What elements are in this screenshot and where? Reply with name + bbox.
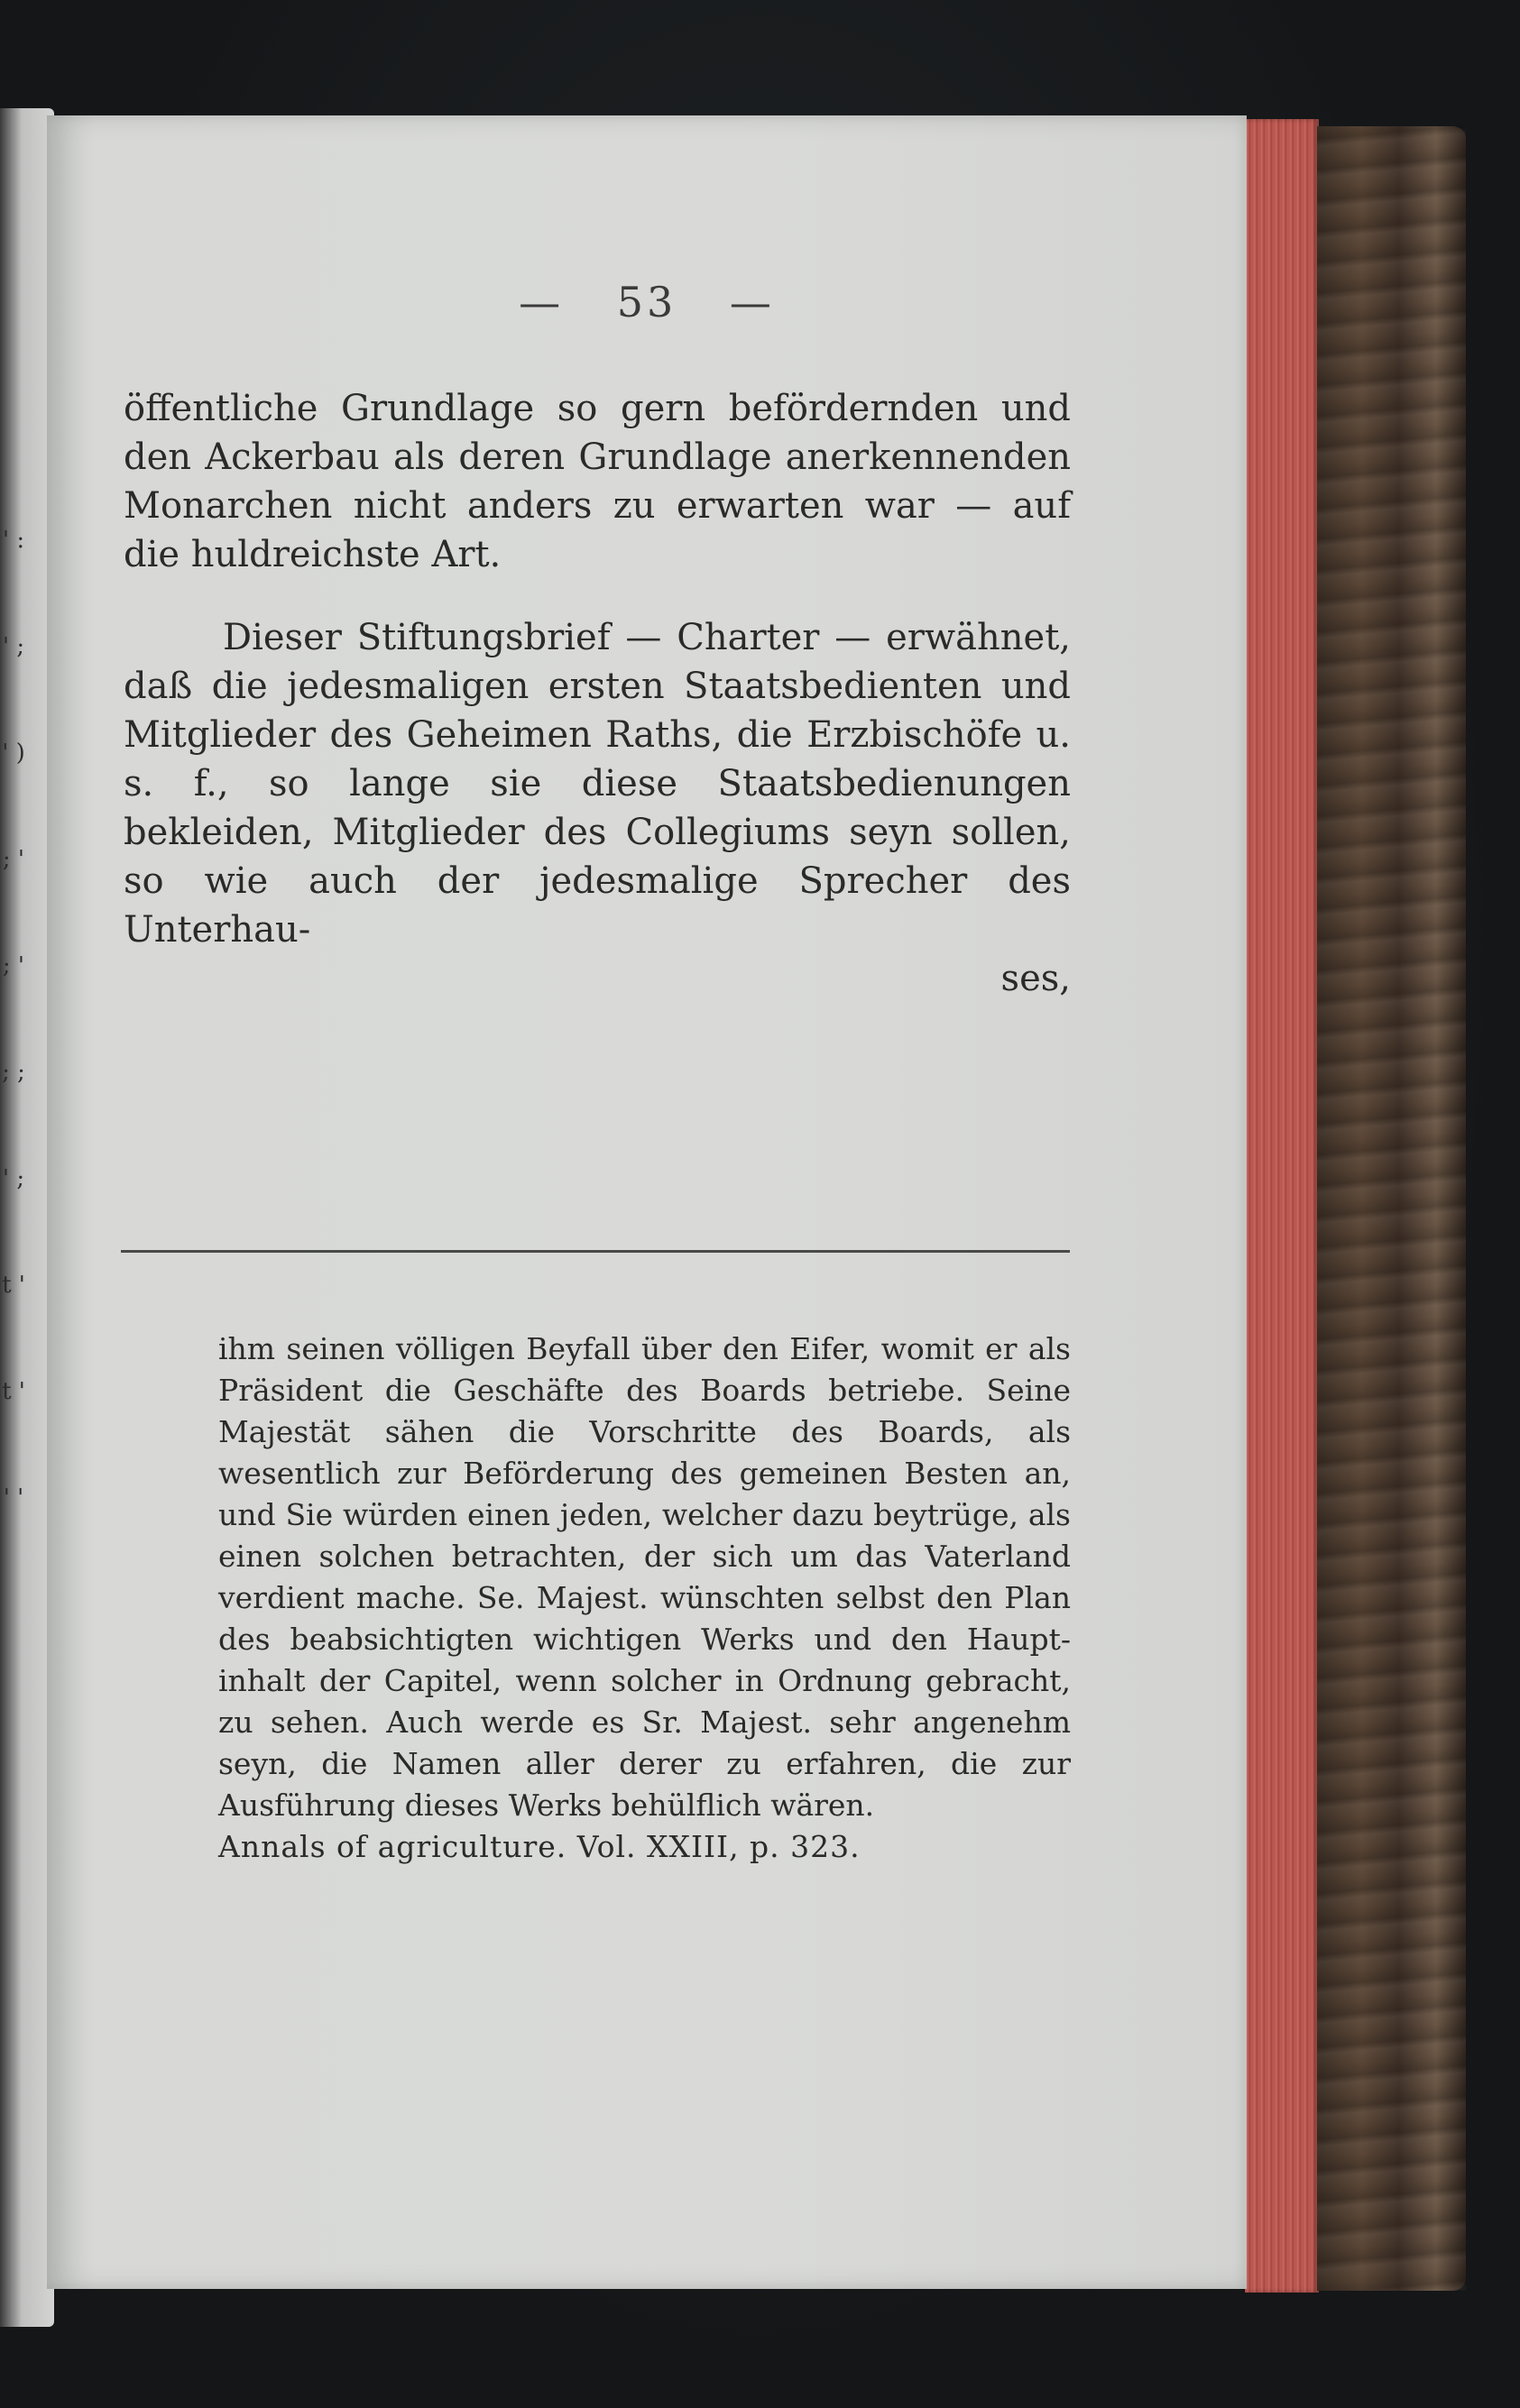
footnote <box>218 1328 1071 1868</box>
header-dash-right: — <box>729 278 775 326</box>
left-page-bleed-marks: ' : ' ; ' ) ; ' ; ' ; ; ' ; t ' t ' ' ' <box>2 527 25 1512</box>
footnote-citation: Annals of agriculture. Vol. XXIII, p. 323. <box>218 1829 861 1864</box>
paragraph-1: öffentliche Grundlage so gern befördernden und den Ackerbau als deren Grundlage anerkennenden Monarchen nicht anders zu erwarten war — auf die huldreichste Art. <box>124 388 1071 575</box>
spine-texture <box>1317 126 1466 2291</box>
book-spine <box>1317 126 1466 2291</box>
paragraph-2: Dieser Stiftungsbrief — Charter — erwähnet, daß die jedesmaligen ersten Staatsbedienten und Mitglieder des Geheimen Raths, die Erzbischöfe u. s. f., so lange sie diese Staatsbedienungen bekleiden, Mitglieder des Collegiums seyn sollen, so wie auch der jedesmalige Sprecher des Unterhau- <box>124 617 1071 951</box>
paragraph-2-end: ses, <box>1000 958 1071 999</box>
header-dash-left: — <box>519 278 565 326</box>
footnote-text: ihm seinen völligen Beyfall über den Eifer, womit er als Präsident die Geschäfte des Boards betriebe. Seine Majestät sähen die Vorschritte des Boards, als wesentlich zur Beförderung des gemeinen Besten an, und Sie würden einen jeden, welcher dazu beytrüge, als einen solchen betrachten, der sich um das Vaterland verdient mache. Se. Majest. wünschten selbst den Plan des beabsichtigten wichtigen Werks und den Haupt-inhalt der Capitel, wenn solcher in Ordnung gebracht, zu sehen. Auch werde es Sr. Majest. sehr angenehm seyn, die Namen aller derer zu erfahren, die zur Ausführung dieses Werks behülflich wären. <box>218 1331 1071 1823</box>
page-header <box>47 278 1247 326</box>
left-page-edge <box>0 108 54 2327</box>
page-fore-edge <box>1245 119 1319 2293</box>
book-page <box>47 115 1247 2289</box>
page-number: 53 <box>616 278 677 326</box>
main-text <box>124 384 1071 1003</box>
footnote-divider <box>121 1250 1070 1253</box>
